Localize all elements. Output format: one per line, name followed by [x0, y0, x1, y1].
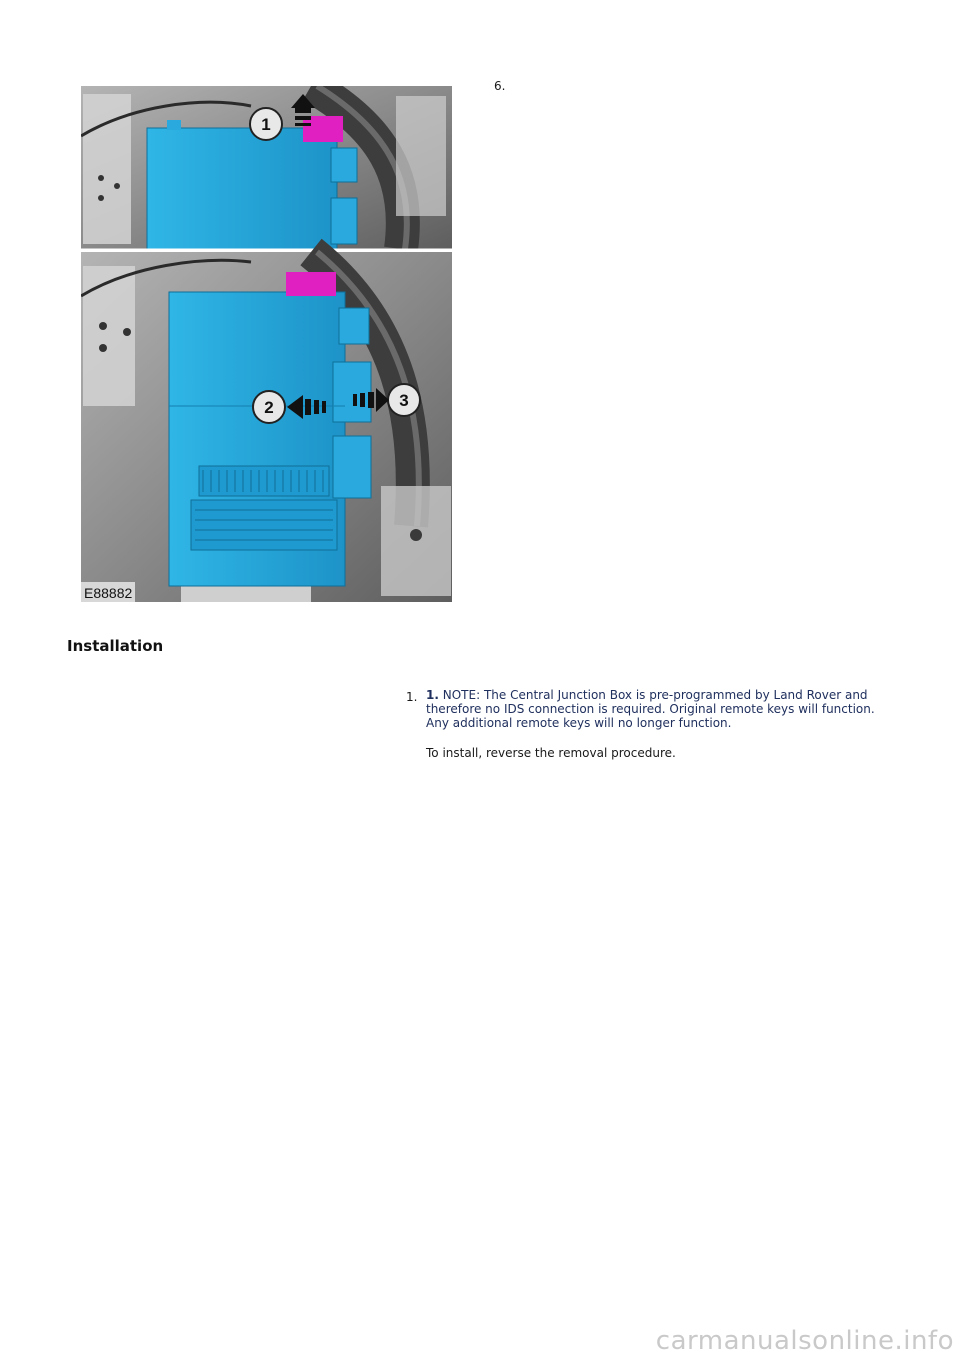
upper-view — [81, 86, 452, 249]
lower-view — [81, 252, 452, 602]
installation-instruction: To install, reverse the removal procedure. — [426, 746, 676, 760]
section-heading-installation: Installation — [67, 637, 164, 655]
connector-magenta — [286, 272, 336, 296]
installation-step-body — [426, 688, 891, 760]
callout-1-label: 1 — [261, 115, 271, 134]
removal-step-number: 6. — [494, 79, 506, 93]
callout-2-label: 2 — [264, 398, 274, 417]
junction-box-figure — [81, 86, 452, 602]
note-number: 1. — [426, 688, 439, 702]
footer-watermark-url: carmanualsonline.info — [655, 1326, 954, 1356]
figure-code: E88882 — [84, 585, 133, 601]
installation-note — [426, 688, 891, 730]
callout-3-label: 3 — [399, 391, 409, 410]
fuse-panel — [191, 466, 337, 550]
installation-step-number: 1. — [406, 690, 418, 704]
note-text: NOTE: The Central Junction Box is pre-programmed by Land Rover and therefore no IDS connection is required. Original remote keys will function. Any additional remote keys will no longer function. — [426, 688, 875, 730]
